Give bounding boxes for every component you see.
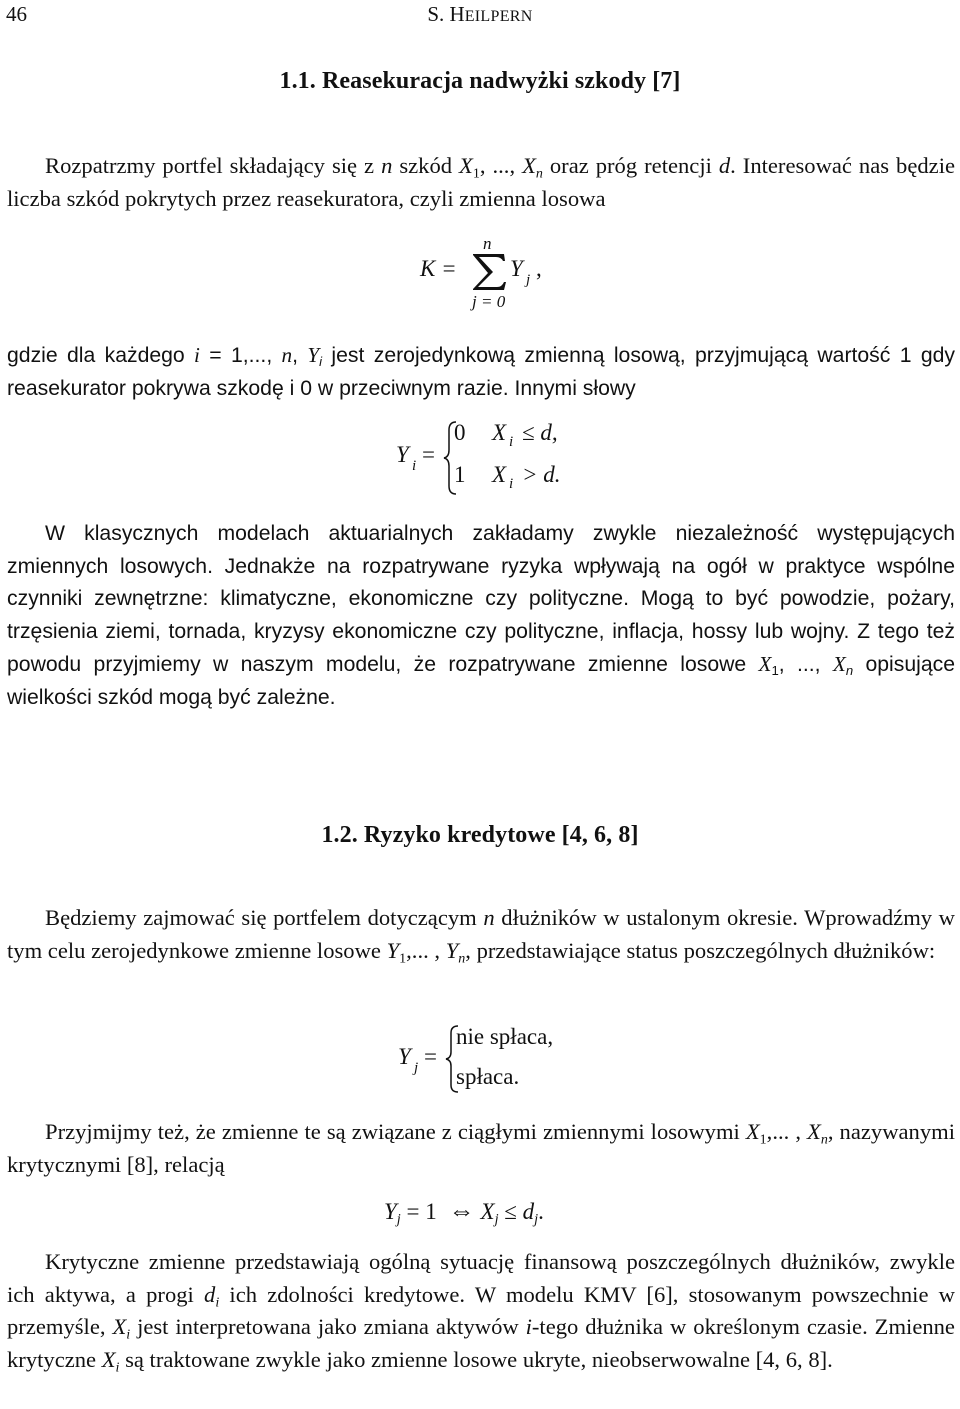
equation-sum-K: K = n j = 0 Y j ,: [420, 234, 542, 311]
paragraph-critical-variables: Przyjmijmy też, że zmienne te są związane z ciągłymi zmiennymi losowymi $X_1$,... , $X_n$, nazywanymi krytycznymi [8], relacją: [7, 1119, 955, 1177]
equation-cases-Yj: Y j = nie spłaca, spłaca.: [398, 1024, 598, 1100]
paragraph-dependence: W klasycznych modelach aktuarialnych zakładamy zwykle niezależność występujących zmiennych losowych. Jednakże na rozpatrywane ryzyka wpływają na ogół w praktyce wspólne czynniki zewnętrzne: klimatyczne, ekonomiczne czy polityczne. Mogą to być powodzie, pożary, trzęsienia ziemi, tornada, kryzysy ekonomiczne czy polityczne, inflacja, hossy lub wojny. Z tego też powodu przyjmiemy w naszym modelu, że rozpatrywane zmienne losowe $X_1$, ..., $X_n$ opisujące wielkości szkód mogą być zależne.: [7, 522, 955, 709]
running-header: [6, 2, 954, 32]
equation-relation: $Y_j = 1$ ⇔ $X_j \le d_j$.: [384, 1196, 544, 1228]
equation-cases-Yi: Y i = 0 X i ≤ d, 1 X i > d.: [396, 420, 616, 500]
equivalence-arrow-icon: ⇔: [448, 1196, 475, 1225]
running-head-author: S. HEILPERN: [427, 2, 533, 26]
paragraph-credit-portfolio: Będziemy zajmować się portfelem dotyczącym n dłużników w ustalonym okresie. Wprowadźmy w tym celu zerojedynkowe zmienne losowe $Y_1$,... , $Y_n$, przedstawiające status poszczególnych dłużników:: [7, 905, 955, 967]
paragraph-kmv-model: Krytyczne zmienne przedstawiają ogólną sytuację finansową poszczególnych dłużników, zwykle ich aktywa, a progi $d_i$ ich zdolności kredytowe. W modelu KMV [6], stosowanym powszechnie w przemyśle, $X_i$ jest interpretowana jako zmiana aktywów i-tego dłużnika w określonym czasie. Zmienne krytyczne $X_i$ są traktowane zwykle jako zmienne losowe ukryte, nieobserwowalne [4, 6, 8].: [7, 1249, 955, 1376]
section-heading-1-1: 1.1. Reasekuracja nadwyżki szkody [7]: [279, 68, 681, 94]
paragraph-indicator-definition: gdzie dla każdego i = 1,..., n, $Y_i$ jest zerojedynkową zmienną losową, przyjmującą wartość 1 gdy reasekurator pokrywa szkodę i 0 w przeciwnym razie. Innymi słowy: [7, 343, 955, 400]
summation-sign: [470, 252, 508, 292]
page-number: 46: [6, 2, 27, 26]
section-heading-1-2: 1.2. Ryzyko kredytowe [4, 6, 8]: [321, 822, 639, 848]
paragraph-portfolio-intro: Rozpatrzmy portfel składający się z n szkód $X_1$, ..., $X_n$ oraz próg retencji d. Interesować nas będzie liczba szkód pokrytych przez reasekuratora, czyli zmienna losowa: [7, 153, 955, 211]
